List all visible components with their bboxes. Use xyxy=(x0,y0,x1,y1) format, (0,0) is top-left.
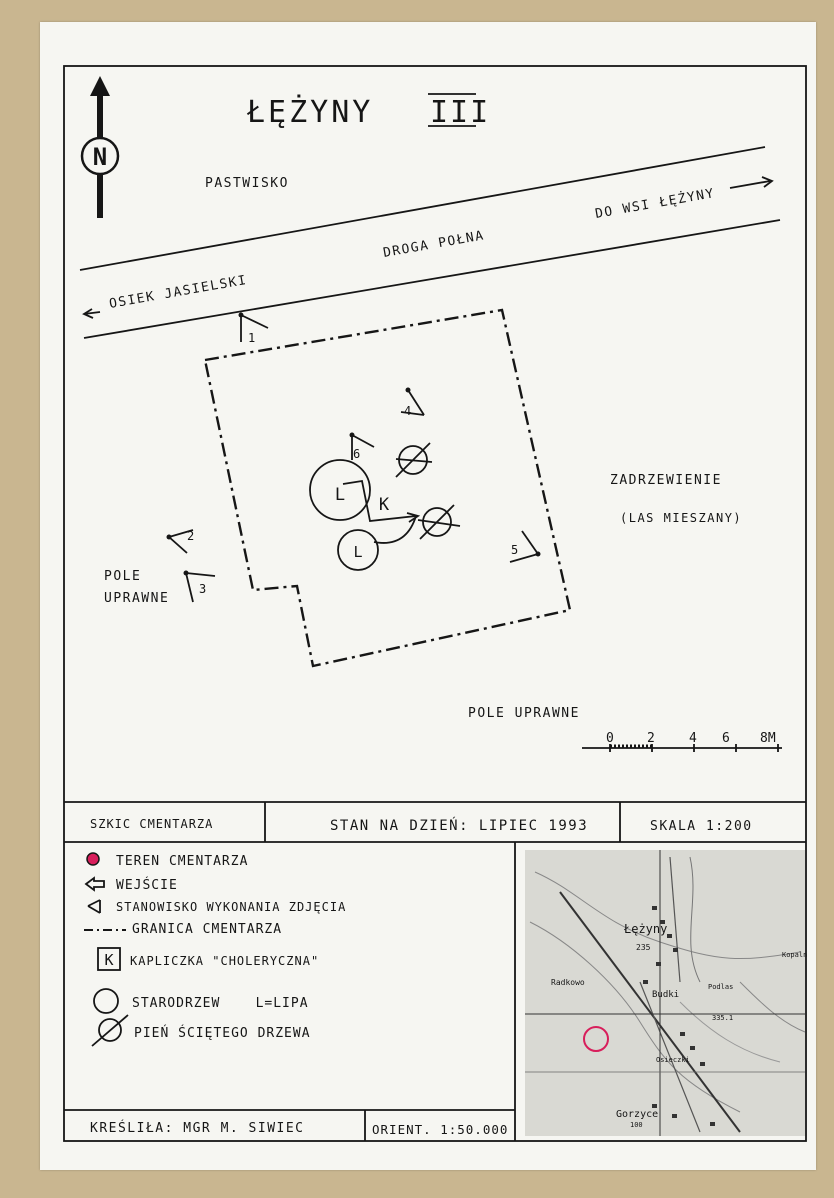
label-mixed-forest: (LAS MIESZANY) xyxy=(620,511,743,525)
label-field-road: DROGA POŁNA xyxy=(382,228,486,261)
svg-text:3: 3 xyxy=(199,582,207,596)
svg-text:4: 4 xyxy=(404,404,412,418)
inset-place-gorzyce: Gorzyce xyxy=(616,1109,659,1120)
scale-bar xyxy=(582,731,782,752)
legend-item-boundary: GRANICA CMENTARZA xyxy=(132,922,283,937)
legend-item-cut-stump: PIEŃ ŚCIĘTEGO DRZEWA xyxy=(134,1026,311,1041)
scale-tick-8: 8M xyxy=(760,731,776,746)
label-pasture: PASTWISKO xyxy=(205,176,289,191)
label-field-left-2: UPRAWNE xyxy=(104,591,170,606)
inset-height-235: 235 xyxy=(636,943,651,952)
footer-orient: ORIENT. 1:50.000 xyxy=(372,1122,509,1137)
photo-station-4 xyxy=(401,388,424,419)
page-title: ŁĘŻYNY xyxy=(247,95,374,130)
svg-text:5: 5 xyxy=(511,543,519,557)
label-to-village: DO WSI ŁĘŻYNY xyxy=(594,186,717,222)
svg-text:1: 1 xyxy=(248,331,256,345)
inset-place-radkowo: Radkowo xyxy=(551,978,585,987)
inset-topo-map xyxy=(525,850,807,1136)
chapel-letter: K xyxy=(378,495,390,515)
cut-tree-stump-icon xyxy=(92,1015,128,1046)
inset-place-kopaln: Kopaln xyxy=(782,951,808,959)
map-sheet xyxy=(40,22,816,1170)
legend-item-chapel: KAPLICZKA "CHOLERYCZNA" xyxy=(130,954,320,968)
photo-station-3 xyxy=(184,571,216,603)
inset-place-osieczki: Osieczki xyxy=(656,1056,690,1064)
entrance-arrow-icon xyxy=(86,878,104,890)
photo-station-icon xyxy=(88,900,100,913)
info-sketch: SZKIC CMENTARZA xyxy=(90,817,214,831)
inset-place-lezyny: Łężyny xyxy=(624,922,668,936)
label-field-bottom: POLE UPRAWNE xyxy=(468,706,580,721)
label-to-osiek: OSIEK JASIELSKI xyxy=(108,272,249,312)
chapel-marker xyxy=(343,481,418,543)
scale-tick-0: 0 xyxy=(606,731,614,746)
footer-drawn-by: KREŚLIŁA: MGR M. SIWIEC xyxy=(90,1121,305,1136)
old-tree-circle-icon xyxy=(94,989,118,1013)
legend-item-cemetery-area: TEREN CMENTARZA xyxy=(116,854,249,869)
cemetery-boundary xyxy=(205,310,570,666)
cemetery-sketch-map xyxy=(40,22,816,1170)
cut-tree-stump-1 xyxy=(396,443,432,477)
inset-place-budki: Budki xyxy=(652,990,680,1000)
inset-place-podlas: Podlas xyxy=(708,983,734,991)
north-arrow xyxy=(82,76,118,218)
scale-tick-4: 4 xyxy=(689,731,697,746)
photo-station-5 xyxy=(510,531,541,562)
legend-item-old-tree: STARODRZEW L=LIPA xyxy=(132,996,309,1011)
legend-item-entrance: WEJŚCIE xyxy=(116,878,178,893)
label-wooded: ZADRZEWIENIE xyxy=(610,473,722,488)
photo-station-1 xyxy=(239,313,269,346)
photo-station-6 xyxy=(350,433,375,462)
inset-height-335: 335.1 xyxy=(712,1014,734,1022)
linden-label-1: L xyxy=(334,485,346,505)
north-letter: N xyxy=(92,143,108,171)
cut-tree-stump-2 xyxy=(418,505,460,539)
legend xyxy=(84,853,346,1046)
svg-text:2: 2 xyxy=(187,529,195,543)
cemetery-area-icon xyxy=(87,853,99,865)
legend-item-photo-station: STANOWISKO WYKONANIA ZDJĘCIA xyxy=(116,900,347,914)
info-state: STAN NA DZIEŃ: LIPIEC 1993 xyxy=(330,818,589,834)
linden-label-2: L xyxy=(353,543,363,561)
scale-tick-2: 2 xyxy=(647,731,655,746)
photo-station-2 xyxy=(167,529,195,553)
svg-text:6: 6 xyxy=(353,447,361,461)
info-scale: SKALA 1:200 xyxy=(650,819,753,834)
legend-k-letter: K xyxy=(104,951,114,969)
page-title-number: III xyxy=(430,95,491,130)
inset-height-100: 100 xyxy=(630,1121,643,1129)
label-field-left-1: POLE xyxy=(104,569,142,584)
scale-tick-6: 6 xyxy=(722,731,730,746)
